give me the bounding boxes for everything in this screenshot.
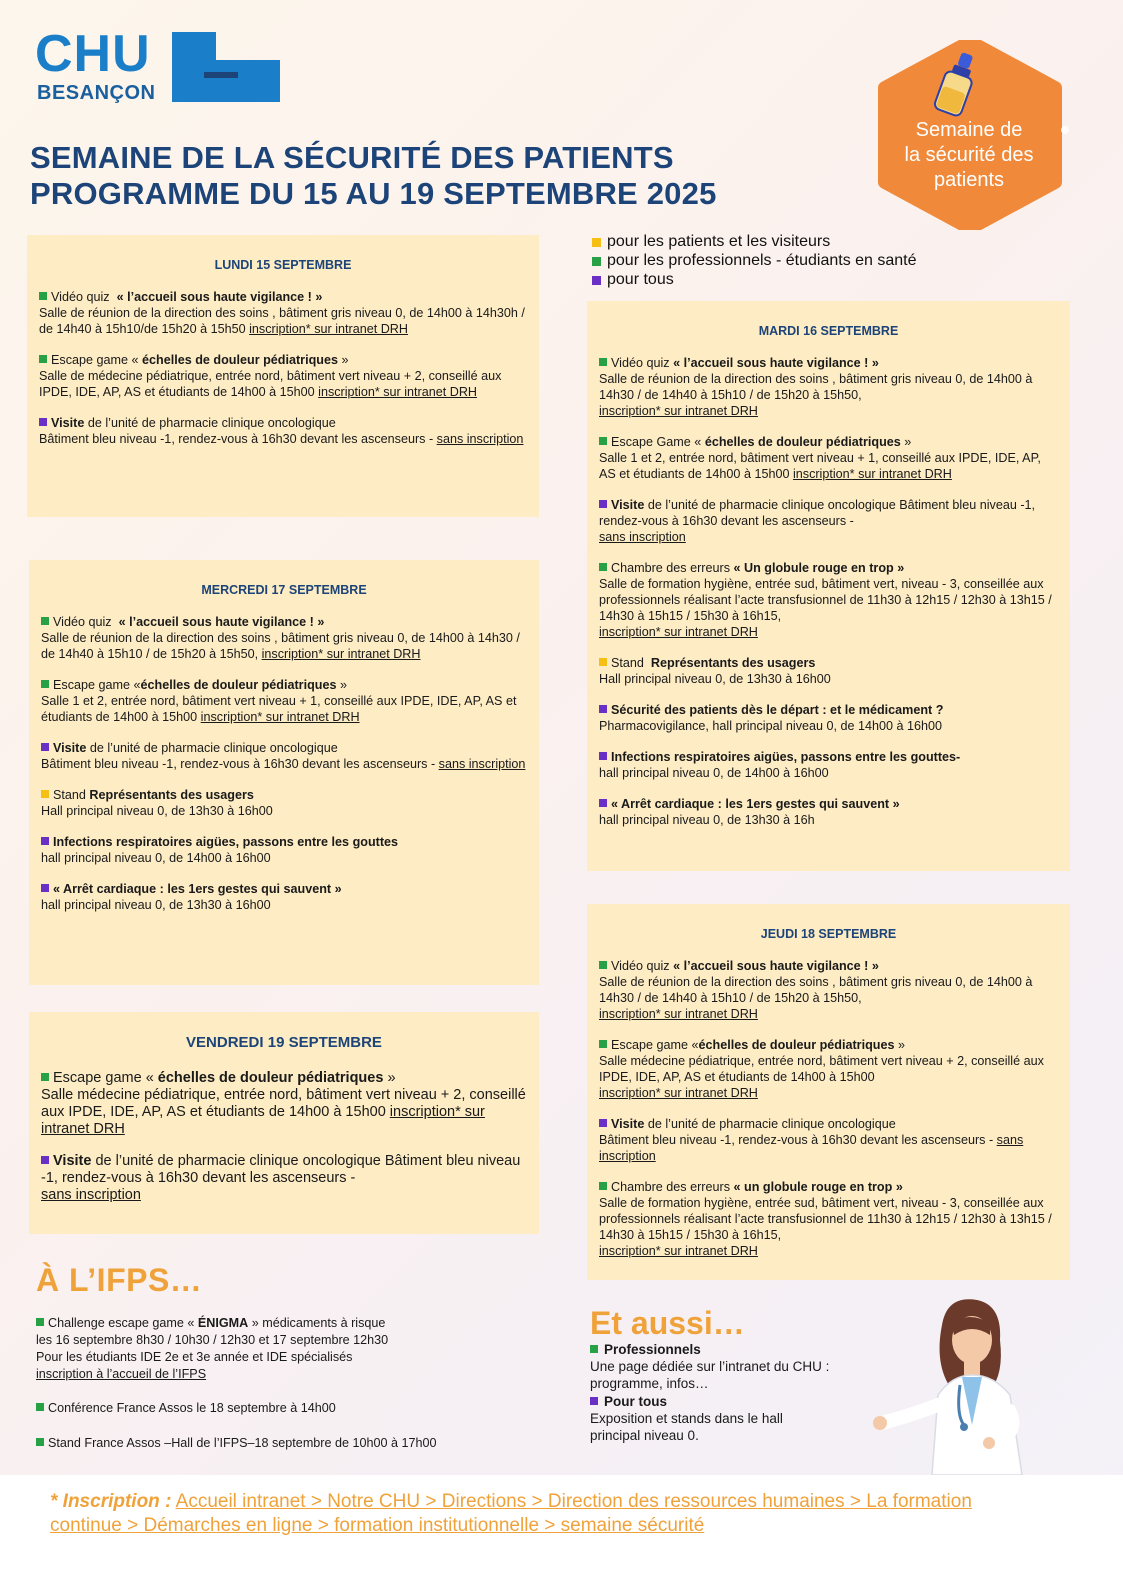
inscription-link[interactable]: inscription* sur intranet DRH	[599, 625, 758, 639]
inscription-link[interactable]: inscription* sur intranet DRH	[792, 467, 952, 481]
sans-inscription-link[interactable]: sans inscription	[599, 1133, 1024, 1163]
inscription-link[interactable]: inscription* sur intranet DRH	[599, 1007, 758, 1021]
ifps-conference: Conférence France Assos le 18 septembre à 14h00	[36, 1400, 336, 1417]
chu-logo-icon	[172, 32, 280, 102]
purple-square-icon	[41, 1156, 49, 1164]
green-square-icon	[599, 358, 607, 366]
inscription-link[interactable]: inscription* sur intranet DRH	[318, 385, 478, 399]
aussi-professionnels: Professionnels Une page dédiée sur l’intranet du CHU : programme, infos…	[590, 1342, 830, 1391]
day-card-vendredi	[29, 1012, 539, 1234]
green-square-icon	[590, 1345, 598, 1353]
yellow-square-icon	[592, 238, 601, 247]
inscription-link[interactable]: inscription* sur intranet DRH	[200, 710, 360, 724]
ifps-challenge: Challenge escape game « ÉNIGMA » médicaments à risque les 16 septembre 8h30 / 10h30 / 12h30 et 17 septembre 12h30 Pour les étudiants IDE 2e et 3e année et IDE spécialisés inscription à l’accueil de l’IFPS	[36, 1316, 389, 1381]
event-chambre-erreurs: Chambre des erreurs « un globule rouge en trop » Salle de formation hygiène, entrée sud, bâtiment vert, niveau - 3, conseillée aux professionnels réalisant l’acte transfusionnel de 11h30 à 12h15 / 12h30 à 13h15 / 14h30 à 15h15 / 15h30 à 16h15, inscription* sur intranet DRH	[599, 1180, 1052, 1258]
event-visite: Visite de l’unité de pharmacie clinique oncologique Bâtiment bleu niveau -1, rendez-vous à 16h30 devant les ascenseurs - sans inscription	[599, 498, 1036, 544]
footer-label: * Inscription :	[50, 1491, 172, 1512]
event-video-quiz: Vidéo quiz « l’accueil sous haute vigilance ! » Salle de réunion de la direction des soins , bâtiment gris niveau 0, de 14h00 à 14h30h / de 14h40 à 15h10/de 15h20 à 15h50 inscription* sur intranet DRH	[39, 290, 525, 336]
purple-square-icon	[599, 705, 607, 713]
event-escape-game: Escape game « échelles de douleur pédiatriques » Salle de médecine pédiatrique, entrée nord, bâtiment vert niveau + 2, conseillé aux IPDE, IDE, AP, AS et étudiants de 14h00 à 15h00 inscription* sur intranet DRH	[39, 353, 502, 399]
green-square-icon	[39, 292, 47, 300]
green-square-icon	[41, 680, 49, 688]
aussi-title: Et aussi…	[590, 1305, 745, 1341]
green-square-icon	[41, 617, 49, 625]
nurse-illustration-icon	[872, 1295, 1042, 1475]
inscription-link[interactable]: inscription* sur intranet DRH	[261, 647, 421, 661]
yellow-square-icon	[41, 790, 49, 798]
legend-item-patients	[592, 233, 830, 251]
logo-city-text: BESANÇON	[37, 82, 156, 104]
footer-path-link[interactable]: Accueil intranet > Notre CHU > Directions > Direction des ressources humaines > La formation	[175, 1491, 972, 1512]
legend-label: pour tous	[607, 271, 674, 288]
yellow-square-icon	[599, 658, 607, 666]
inscription-link[interactable]: inscription* sur intranet DRH	[599, 404, 758, 418]
event-visite: Visite de l’unité de pharmacie clinique oncologique Bâtiment bleu niveau -1, rendez-vous à 16h30 devant les ascenseurs - sans inscription	[41, 741, 526, 771]
sans-inscription-link[interactable]: sans inscription	[599, 530, 686, 544]
green-square-icon	[599, 961, 607, 969]
day-heading: JEUDI 18 SEPTEMBRE	[760, 927, 897, 941]
green-square-icon	[36, 1438, 44, 1446]
inscription-link[interactable]: inscription* sur intranet DRH	[41, 1104, 485, 1137]
footer-inscription	[50, 1490, 1090, 1538]
event-video-quiz: Vidéo quiz « l’accueil sous haute vigilance ! » Salle de réunion de la direction des soins , bâtiment gris niveau 0, de 14h00 à 14h30 / de 14h40 à 15h10 / de 15h20 à 15h50, inscription* sur intranet DRH	[599, 959, 1033, 1021]
purple-square-icon	[41, 743, 49, 751]
footer-path-link[interactable]: continue > Démarches en ligne > formation institutionnelle > semaine sécurité	[50, 1515, 705, 1536]
badge-text	[884, 118, 1054, 193]
event-escape-game: Escape game «échelles de douleur pédiatriques » Salle médecine pédiatrique, entrée nord, bâtiment vert niveau + 2, conseillé aux IPDE, IDE, AP, AS et étudiants de 14h00 à 15h00 inscription* sur intranet DRH	[599, 1038, 1044, 1100]
sans-inscription-link[interactable]: sans inscription	[41, 1187, 141, 1203]
event-visite: Visite de l’unité de pharmacie clinique oncologique Bâtiment bleu niveau -1, rendez-vous à 16h30 devant les ascenseurs - sans inscription	[41, 1153, 521, 1203]
legend-label: pour les professionnels - étudiants en santé	[607, 252, 917, 269]
legend-label: pour les patients et les visiteurs	[607, 233, 831, 250]
event-escape-game: Escape game «échelles de douleur pédiatriques » Salle 1 et 2, entrée nord, bâtiment vert niveau + 1, conseillé aux IPDE, IDE, AP, AS et étudiants de 14h00 à 15h00 inscription* sur intranet DRH	[41, 678, 517, 724]
badge-line2: la sécurité des	[904, 144, 1034, 166]
green-square-icon	[36, 1318, 44, 1326]
day-heading: MERCREDI 17 SEPTEMBRE	[201, 583, 367, 597]
event-visite: Visite de l’unité de pharmacie clinique oncologique Bâtiment bleu niveau -1, rendez-vous à 16h30 devant les ascenseurs - sans inscription	[39, 416, 524, 446]
event-securite-medicament: Sécurité des patients dès le départ : et le médicament ? Pharmacovigilance, hall principal niveau 0, de 14h00 à 16h00	[599, 703, 944, 733]
green-square-icon	[599, 1182, 607, 1190]
event-escape-game: Escape Game « échelles de douleur pédiatriques » Salle 1 et 2, entrée nord, bâtiment vert niveau + 1, conseillé aux IPDE, IDE, AP, AS et étudiants de 14h00 à 15h00 inscription* sur intranet DRH	[599, 435, 1041, 481]
purple-square-icon	[599, 1119, 607, 1127]
green-square-icon	[592, 257, 601, 266]
day-heading: MARDI 16 SEPTEMBRE	[758, 324, 899, 338]
day-card-lundi	[27, 235, 539, 517]
page-title-line2: PROGRAMME DU 15 AU 19 SEPTEMBRE 2025	[30, 176, 717, 211]
ifps-title: À L’IFPS…	[36, 1262, 203, 1298]
badge-line3: patients	[933, 169, 1005, 191]
purple-square-icon	[599, 500, 607, 508]
sans-inscription-link[interactable]: sans inscription	[436, 432, 524, 446]
logo-chu-text: CHU	[35, 25, 151, 83]
day-card-jeudi	[587, 904, 1070, 1280]
event-stand: Stand Représentants des usagers Hall principal niveau 0, de 13h30 à 16h00	[599, 656, 831, 686]
day-heading: LUNDI 15 SEPTEMBRE	[214, 258, 352, 272]
event-chambre-erreurs: Chambre des erreurs « Un globule rouge en trop » Salle de formation hygiène, entrée sud, bâtiment vert, niveau - 3, conseillée aux professionnels réalisant l’acte transfusionnel de 11h30 à 12h15 / 12h30 à 13h15 / 14h30 à 15h15 / 15h30 à 16h15, inscription* sur intranet DRH	[599, 561, 1052, 639]
purple-square-icon	[41, 884, 49, 892]
sans-inscription-link[interactable]: sans inscription	[438, 757, 526, 771]
event-arret-cardiaque: « Arrêt cardiaque : les 1ers gestes qui sauvent » hall principal niveau 0, de 13h30 à 16h00	[41, 882, 342, 912]
legend-item-professionnels	[592, 252, 917, 270]
purple-square-icon	[599, 799, 607, 807]
ifps-inscription-link[interactable]: inscription à l’accueil de l’IFPS	[36, 1367, 207, 1381]
badge-line1: Semaine de	[915, 119, 1023, 141]
purple-square-icon	[590, 1397, 598, 1405]
purple-square-icon	[39, 418, 47, 426]
event-arret-cardiaque: « Arrêt cardiaque : les 1ers gestes qui sauvent » hall principal niveau 0, de 13h30 à 16h	[599, 797, 900, 827]
purple-square-icon	[592, 276, 601, 285]
event-infections: Infections respiratoires aigües, passons entre les gouttes- hall principal niveau 0, de 14h00 à 16h00	[599, 750, 961, 780]
event-video-quiz: Vidéo quiz « l’accueil sous haute vigilance ! » Salle de réunion de la direction des soins , bâtiment gris niveau 0, de 14h00 à 14h30 / de 14h40 à 15h10 / de 15h20 à 15h50, inscription* sur intranet DRH	[599, 356, 1033, 418]
event-escape-game: Escape game « échelles de douleur pédiatriques » Salle médecine pédiatrique, entrée nord, bâtiment vert niveau + 2, conseillé aux IPDE, IDE, AP, AS et étudiants de 14h00 à 15h00 inscription* sur intranet DRH	[41, 1070, 526, 1137]
day-card-mardi	[587, 301, 1070, 871]
green-square-icon	[36, 1403, 44, 1411]
inscription-link[interactable]: inscription* sur intranet DRH	[599, 1086, 758, 1100]
event-video-quiz: Vidéo quiz « l’accueil sous haute vigilance ! » Salle de réunion de la direction des soins , bâtiment gris niveau 0, de 14h00 à 14h30 / de 14h40 à 15h10 / de 15h20 à 15h50, inscription* sur intranet DRH	[41, 615, 520, 661]
inscription-link[interactable]: inscription* sur intranet DRH	[599, 1244, 758, 1258]
day-card-mercredi	[29, 560, 539, 985]
event-visite: Visite de l’unité de pharmacie clinique oncologique Bâtiment bleu niveau -1, rendez-vous à 16h30 devant les ascenseurs - sans inscription	[599, 1117, 1024, 1163]
event-stand: Stand Représentants des usagers Hall principal niveau 0, de 13h30 à 16h00	[41, 788, 273, 818]
page-title-line1: SEMAINE DE LA SÉCURITÉ DES PATIENTS	[30, 140, 674, 175]
green-square-icon	[41, 1073, 49, 1081]
green-square-icon	[599, 563, 607, 571]
green-square-icon	[39, 355, 47, 363]
purple-square-icon	[599, 752, 607, 760]
day-heading: VENDREDI 19 SEPTEMBRE	[186, 1034, 382, 1051]
event-infections: Infections respiratoires aigües, passons entre les gouttes hall principal niveau 0, de 14h00 à 16h00	[41, 835, 399, 865]
green-square-icon	[599, 1040, 607, 1048]
legend-item-tous	[592, 271, 674, 289]
ifps-stand: Stand France Assos –Hall de l’IFPS–18 septembre de 10h00 à 17h00	[36, 1435, 437, 1452]
aussi-tous: Pour tous Exposition et stands dans le hall principal niveau 0.	[590, 1394, 783, 1443]
green-square-icon	[599, 437, 607, 445]
inscription-link[interactable]: inscription* sur intranet DRH	[249, 322, 408, 336]
purple-square-icon	[41, 837, 49, 845]
